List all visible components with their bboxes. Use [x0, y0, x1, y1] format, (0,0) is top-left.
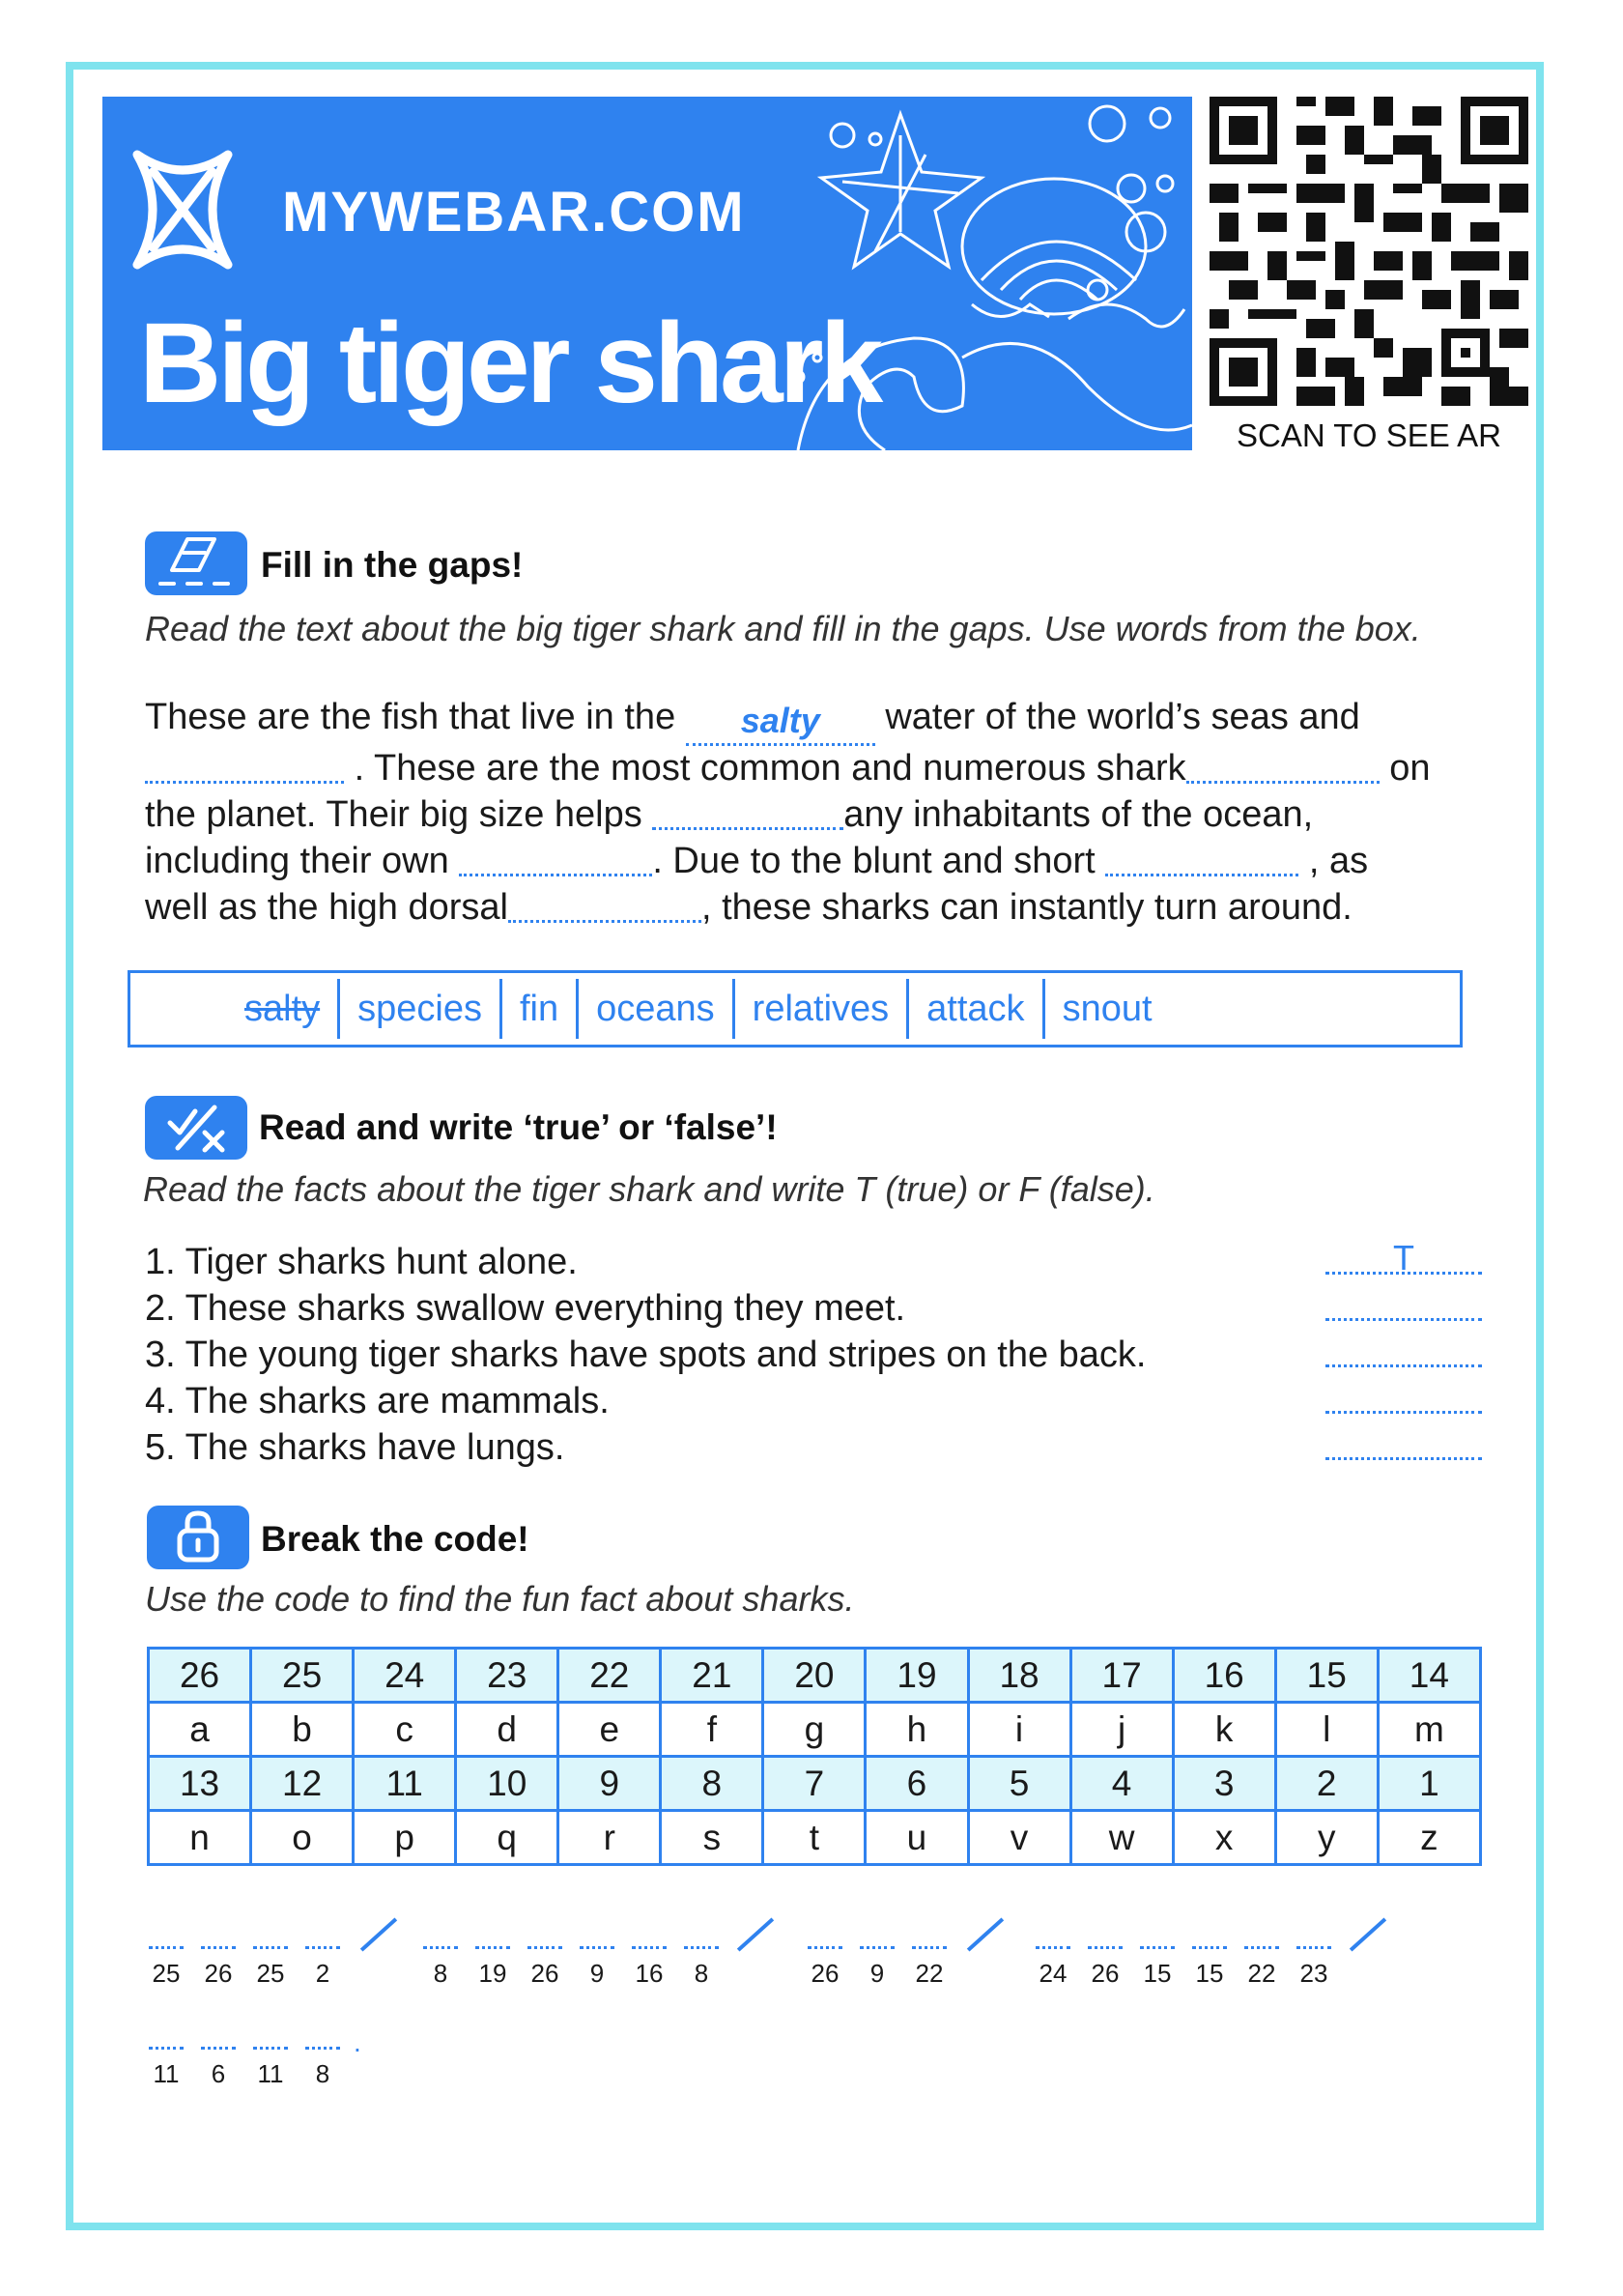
- code-cell: 25: [251, 1649, 354, 1703]
- statement-5: 5. The sharks have lungs.: [145, 1427, 565, 1468]
- code-number: 22: [1247, 1959, 1276, 1988]
- gap-field[interactable]: [1186, 744, 1380, 784]
- section1-title: Fill in the gaps!: [261, 545, 524, 585]
- section1-icon-box: [145, 531, 247, 595]
- code-cell: 13: [149, 1757, 251, 1811]
- code-cell: h: [866, 1703, 968, 1757]
- code-cell: s: [661, 1811, 763, 1865]
- code-cell: 15: [1275, 1649, 1378, 1703]
- code-number: 8: [694, 1959, 709, 1988]
- code-number: 24: [1039, 1959, 1068, 1988]
- code-cell: i: [968, 1703, 1070, 1757]
- code-blank[interactable]: [199, 2027, 238, 2089]
- code-cell: 20: [763, 1649, 866, 1703]
- code-cell: l: [1275, 1703, 1378, 1757]
- code-number: 8: [433, 1959, 448, 1988]
- code-blank[interactable]: [147, 2027, 185, 2089]
- end-period: .: [354, 2027, 361, 2057]
- code-number: 11: [153, 2059, 180, 2088]
- code-number: 26: [1091, 1959, 1120, 1988]
- code-cell: 3: [1173, 1757, 1275, 1811]
- code-blank[interactable]: [630, 1927, 669, 1989]
- code-cell: 11: [354, 1757, 456, 1811]
- code-cell: 16: [1173, 1649, 1275, 1703]
- code-blank[interactable]: [1242, 1927, 1281, 1989]
- word-bank-item: attack: [909, 979, 1044, 1039]
- code-cell: j: [1070, 1703, 1173, 1757]
- code-cell: 14: [1378, 1649, 1480, 1703]
- code-blank[interactable]: [473, 1927, 512, 1989]
- code-cell: 24: [354, 1649, 456, 1703]
- text-segment: well as the high dorsal: [145, 887, 508, 928]
- code-cell: v: [968, 1811, 1070, 1865]
- code-number: 11: [257, 2059, 284, 2088]
- section3-title: Break the code!: [261, 1519, 529, 1559]
- mywebar-logo-icon: [129, 147, 236, 273]
- answer-field-4[interactable]: [1325, 1384, 1482, 1414]
- code-number: 6: [211, 2059, 226, 2088]
- code-cell: a: [149, 1703, 251, 1757]
- code-number: 26: [530, 1959, 559, 1988]
- code-cell: 8: [661, 1757, 763, 1811]
- code-row-letters-1: [149, 1703, 1481, 1757]
- gap-field[interactable]: [508, 883, 701, 923]
- code-cell: w: [1070, 1811, 1173, 1865]
- code-blank[interactable]: [251, 1927, 290, 1989]
- code-number: 2: [315, 1959, 330, 1988]
- scan-label: SCAN TO SEE AR: [1237, 417, 1501, 453]
- code-cell: 26: [149, 1649, 251, 1703]
- code-blank[interactable]: [1034, 1927, 1072, 1989]
- code-cell: u: [866, 1811, 968, 1865]
- text-segment: the planet. Their big size helps: [145, 794, 642, 835]
- code-row-numbers-2: [149, 1757, 1481, 1811]
- statement-3: 3. The young tiger sharks have spots and stripes on the back.: [145, 1335, 1147, 1375]
- code-cell: q: [456, 1811, 558, 1865]
- code-number: 23: [1299, 1959, 1328, 1988]
- text-segment: . These are the most common and numerous shark: [354, 748, 1186, 789]
- word-bank: [128, 970, 1463, 1048]
- code-cell: e: [558, 1703, 661, 1757]
- code-cell: z: [1378, 1811, 1480, 1865]
- code-number: 15: [1195, 1959, 1224, 1988]
- word-bank-item: salty: [130, 979, 340, 1039]
- code-blank[interactable]: [806, 1927, 844, 1989]
- qr-code-icon[interactable]: [1210, 97, 1528, 406]
- code-blank[interactable]: [578, 1927, 616, 1989]
- code-number: 15: [1143, 1959, 1172, 1988]
- code-cell: x: [1173, 1811, 1275, 1865]
- text-segment: water of the world’s seas and: [885, 697, 1360, 737]
- section3-icon-box: [147, 1506, 249, 1569]
- gap-field[interactable]: [145, 744, 344, 784]
- text-segment: on: [1389, 748, 1431, 789]
- gap-answer: salty: [740, 701, 820, 740]
- code-cell: 1: [1378, 1757, 1480, 1811]
- code-cell: k: [1173, 1703, 1275, 1757]
- gap-field[interactable]: [459, 837, 652, 876]
- code-cell: 23: [456, 1649, 558, 1703]
- code-blank[interactable]: [1086, 1927, 1125, 1989]
- code-table: [147, 1647, 1482, 1866]
- statement-1: 1. Tiger sharks hunt alone.: [145, 1242, 578, 1282]
- code-number: 26: [204, 1959, 233, 1988]
- code-cell: 2: [1275, 1757, 1378, 1811]
- code-blank[interactable]: [1190, 1927, 1229, 1989]
- statement-2: 2. These sharks swallow everything they meet.: [145, 1288, 906, 1329]
- text-segment: These are the fish that live in the: [145, 697, 676, 737]
- header-banner: [102, 97, 1192, 450]
- code-blank[interactable]: [1138, 1927, 1177, 1989]
- code-cell: 7: [763, 1757, 866, 1811]
- code-cell: p: [354, 1811, 456, 1865]
- answer-field-2[interactable]: [1325, 1291, 1482, 1321]
- section2-instruction: Read the facts about the tiger shark and write T (true) or F (false).: [143, 1169, 1155, 1209]
- lock-icon: [147, 1506, 249, 1569]
- section3-instruction: Use the code to find the fun fact about sharks.: [145, 1579, 855, 1619]
- code-row-letters-2: [149, 1811, 1481, 1865]
- code-blank[interactable]: [303, 2027, 342, 2089]
- section2-icon-box: [145, 1096, 247, 1160]
- code-cell: 6: [866, 1757, 968, 1811]
- code-row-numbers-1: [149, 1649, 1481, 1703]
- text-segment: , these sharks can instantly turn around.: [701, 887, 1352, 928]
- code-cell: f: [661, 1703, 763, 1757]
- code-cell: g: [763, 1703, 866, 1757]
- code-number: 9: [589, 1959, 605, 1988]
- site-name: MYWEBAR.COM: [282, 181, 746, 244]
- code-blank[interactable]: [858, 1927, 897, 1989]
- pencil-icon: [145, 531, 247, 595]
- code-cell: o: [251, 1811, 354, 1865]
- word-bank-item: fin: [502, 979, 579, 1039]
- code-cell: b: [251, 1703, 354, 1757]
- code-blank[interactable]: [1295, 1927, 1333, 1989]
- code-blank[interactable]: [421, 1927, 460, 1989]
- code-number: 19: [478, 1959, 507, 1988]
- code-number: 25: [152, 1959, 181, 1988]
- code-cell: n: [149, 1811, 251, 1865]
- code-cell: 18: [968, 1649, 1070, 1703]
- code-blank[interactable]: [251, 2027, 290, 2089]
- word-bank-item: relatives: [735, 979, 910, 1039]
- statement-4: 4. The sharks are mammals.: [145, 1381, 610, 1421]
- answer-field-3[interactable]: [1325, 1337, 1482, 1367]
- text-segment: . Due to the blunt and short: [652, 841, 1096, 881]
- code-cell: d: [456, 1703, 558, 1757]
- code-cell: c: [354, 1703, 456, 1757]
- page-title: Big tiger shark: [139, 300, 880, 427]
- code-cell: y: [1275, 1811, 1378, 1865]
- fill-gaps-paragraph: [145, 694, 1497, 926]
- answer-field-5[interactable]: [1325, 1430, 1482, 1460]
- code-cell: r: [558, 1811, 661, 1865]
- code-blank[interactable]: [682, 1927, 721, 1989]
- code-cell: t: [763, 1811, 866, 1865]
- code-number: 26: [811, 1959, 840, 1988]
- check-cross-icon: [145, 1096, 247, 1160]
- code-blank[interactable]: [147, 1927, 185, 1989]
- gap-field[interactable]: [652, 790, 843, 830]
- code-cell: 4: [1070, 1757, 1173, 1811]
- sea-illustration-icon: [779, 97, 1192, 450]
- text-segment: including their own: [145, 841, 449, 881]
- section1-instruction: Read the text about the big tiger shark and fill in the gaps. Use words from the box.: [145, 609, 1421, 648]
- code-number: 9: [869, 1959, 885, 1988]
- gap-field[interactable]: [1105, 837, 1298, 876]
- code-blank[interactable]: [303, 1927, 342, 1989]
- code-cell: 17: [1070, 1649, 1173, 1703]
- code-cell: 5: [968, 1757, 1070, 1811]
- code-number: 22: [915, 1959, 944, 1988]
- word-bank-item: snout: [1062, 989, 1153, 1029]
- code-blank[interactable]: [910, 1927, 949, 1989]
- text-segment: any inhabitants of the ocean,: [843, 794, 1314, 835]
- code-cell: 9: [558, 1757, 661, 1811]
- code-cell: 22: [558, 1649, 661, 1703]
- word-bank-item: species: [340, 979, 502, 1039]
- code-cell: m: [1378, 1703, 1480, 1757]
- code-number: 16: [635, 1959, 664, 1988]
- true-false-list: [145, 1239, 1146, 1471]
- code-blank[interactable]: [199, 1927, 238, 1989]
- text-segment: , as: [1308, 841, 1369, 881]
- code-cell: 21: [661, 1649, 763, 1703]
- code-cell: 12: [251, 1757, 354, 1811]
- code-cell: 19: [866, 1649, 968, 1703]
- code-blank[interactable]: [526, 1927, 564, 1989]
- answer-field-1[interactable]: T: [1325, 1245, 1482, 1275]
- code-number: 25: [256, 1959, 285, 1988]
- code-cell: 10: [456, 1757, 558, 1811]
- code-number: 8: [315, 2059, 330, 2088]
- section2-title: Read and write ‘true’ or ‘false’!: [259, 1107, 778, 1147]
- word-bank-item: oceans: [579, 979, 735, 1039]
